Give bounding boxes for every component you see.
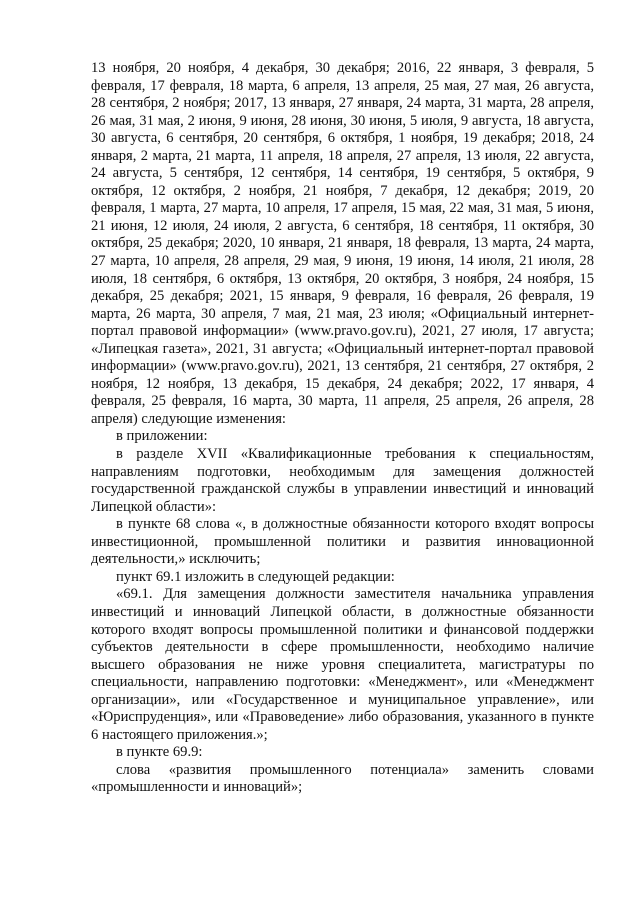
paragraph-point-69-1-text: «69.1. Для замещения должности заместителя начальника управления инвестиций и инноваций Липецкой области, в должностные обязанности которого входят вопросы промышленной политики и финансовой поддержки субъектов деятельности в сфере промышленности, необходимо наличие высшего образования не ниже уровня специалитета, магистратуры по специальности, направлению подготовки: «Менеджмент», или «Менеджмент организации», или «Государственное и муниципальное управление», или «Юриспруденция», или «Правоведение» либо образования, указанного в пункте 6 настоящего приложения.»; [91,586,594,743]
paragraph-point-69-9: в пункте 69.9: [116,744,203,761]
paragraph-point-69-1-heading: пункт 69.1 изложить в следующей редакции: [116,568,395,585]
paragraph-point-68: в пункте 68 слова «, в должностные обязанности которого входят вопросы инвестиционной, промышленной политики и развития инновационной деятельности,» исключить; [91,516,594,568]
paragraph-in-appendix: в приложении: [116,428,208,445]
paragraph-dates-list: 13 ноября, 20 ноября, 4 декабря, 30 декабря; 2016, 22 января, 3 февраля, 5 февраля, 17 февраля, 18 марта, 6 апреля, 13 апреля, 25 мая, 27 мая, 26 августа, 28 сентября, 2 ноября; 2017, 13 января, 27 января, 24 марта, 31 марта, 28 апреля, 26 мая, 31 мая, 2 июня, 9 июня, 28 июня, 30 июня, 5 июля, 9 августа, 18 августа, 30 августа, 6 сентября, 20 сентября, 6 октября, 1 ноября, 19 декабря; 2018, 24 января, 2 марта, 21 марта, 11 апреля, 18 апреля, 27 апреля, 13 июля, 22 августа, 24 августа, 5 сентября, 12 сентября, 14 сентября, 19 сентября, 5 октября, 9 октября, 12 октября, 2 ноября, 21 ноября, 7 декабря, 12 декабря; 2019, 20 февраля, 1 марта, 27 марта, 10 апреля, 17 апреля, 15 мая, 22 мая, 31 мая, 5 июня, 21 июня, 12 июля, 24 июля, 2 августа, 6 сентября, 18 сентября, 11 октября, 30 октября, 25 декабря; 2020, 10 января, 21 января, 18 февраля, 13 марта, 24 марта, 27 марта, 10 апреля, 28 апреля, 29 мая, 9 июня, 19 июня, 14 июля, 21 июля, 28 июля, 18 сентября, 6 октября, 13 октября, 20 октября, 3 ноября, 24 ноября, 15 декабря, 25 декабря; 2021, 15 января, 9 февраля, 16 февраля, 26 февраля, 19 марта, 26 марта, 30 апреля, 7 мая, 21 мая, 23 июля; «Официальный интернет-портал правовой информации» (www.pravo.gov.ru), 2021, 27 июля, 17 августа; «Липецкая газета», 2021, 31 августа; «Официальный интернет-портал правовой информации» (www.pravo.gov.ru), 2021, 13 сентября, 21 сентября, 27 октября, 2 ноября, 12 ноября, 13 декабря, 15 декабря, 24 декабря; 2022, 17 января, 4 февраля, 25 февраля, 16 марта, 30 марта, 11 апреля, 25 апреля, 26 апреля, 28 апреля) следующие изменения: [91,60,594,427]
paragraph-section-xvii: в разделе XVII «Квалификационные требования к специальностям, направлениям подготовки, необходимым для замещения должностей государственной гражданской службы в управлении инвестиций и инноваций Липецкой области»: [91,446,594,515]
paragraph-words-replace: слова «развития промышленного потенциала» заменить словами «промышленности и инноваций»; [91,761,594,796]
